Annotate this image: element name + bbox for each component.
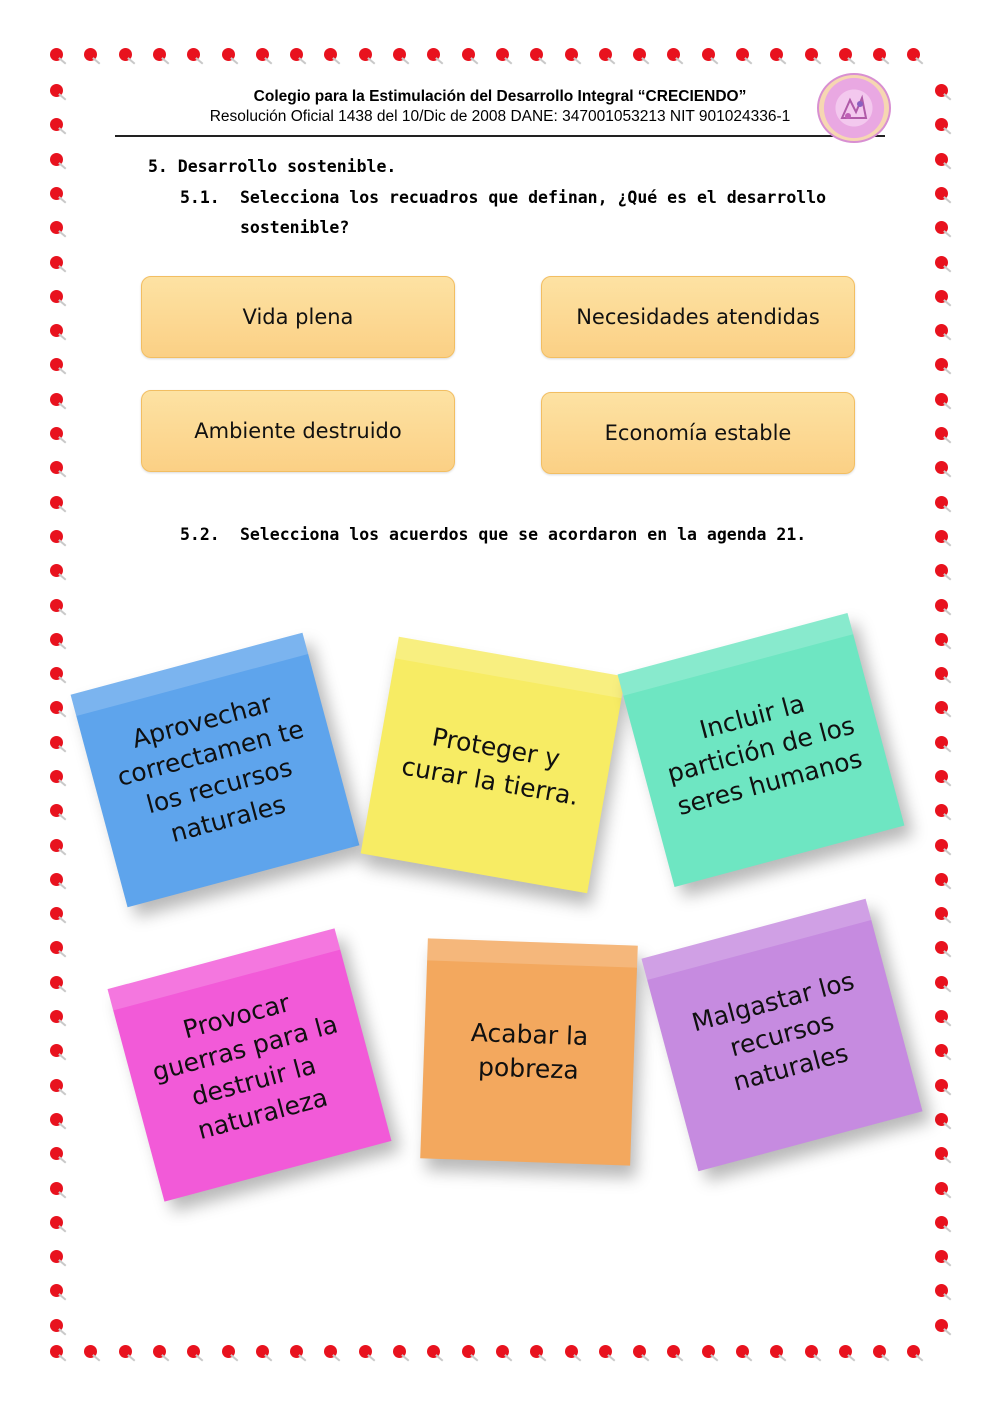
border-dot <box>119 1345 132 1358</box>
border-dot <box>935 256 948 269</box>
border-dot <box>290 48 303 61</box>
border-dot <box>50 873 63 886</box>
section-title: 5. Desarrollo sostenible. <box>148 157 397 176</box>
border-dot <box>873 1345 886 1358</box>
border-dot <box>702 1345 715 1358</box>
border-dot <box>50 1345 63 1358</box>
border-dot <box>50 770 63 783</box>
header-divider <box>115 135 885 137</box>
border-dot <box>462 1345 475 1358</box>
border-dot <box>359 1345 372 1358</box>
border-dot <box>530 1345 543 1358</box>
border-dot <box>935 873 948 886</box>
border-dot <box>222 1345 235 1358</box>
border-dot <box>50 48 63 61</box>
border-dot <box>84 1345 97 1358</box>
border-dot <box>935 770 948 783</box>
border-dot <box>50 427 63 440</box>
border-dot <box>935 461 948 474</box>
border-dot <box>50 1182 63 1195</box>
border-dot <box>50 221 63 234</box>
border-dot <box>50 1284 63 1297</box>
border-dot <box>565 48 578 61</box>
border-dot <box>935 1250 948 1263</box>
border-dot <box>50 393 63 406</box>
border-dot <box>50 324 63 337</box>
border-dot <box>530 48 543 61</box>
border-dot <box>50 839 63 852</box>
sticky-note-text: Malgastar los recursos naturales <box>688 966 858 1097</box>
border-dot <box>462 48 475 61</box>
border-dot <box>935 358 948 371</box>
border-dot <box>50 907 63 920</box>
border-dot <box>427 48 440 61</box>
border-dot <box>935 221 948 234</box>
border-dot <box>935 187 948 200</box>
border-dot <box>935 907 948 920</box>
border-dot <box>50 941 63 954</box>
question-5-2-number: 5.2. <box>180 525 220 544</box>
border-dot <box>50 633 63 646</box>
border-dot <box>427 1345 440 1358</box>
border-dot <box>50 256 63 269</box>
border-dot <box>935 530 948 543</box>
border-dot <box>50 701 63 714</box>
border-dot <box>50 290 63 303</box>
border-dot <box>50 736 63 749</box>
border-dot <box>565 1345 578 1358</box>
border-dot <box>50 1216 63 1229</box>
sticky-note-proteger[interactable] <box>361 637 626 894</box>
border-dot <box>324 1345 337 1358</box>
border-dot <box>736 48 749 61</box>
border-dot <box>496 48 509 61</box>
border-dot <box>935 1113 948 1126</box>
border-dot <box>84 48 97 61</box>
page-header <box>115 88 885 126</box>
question-5-1-line1: Selecciona los recuadros que definan, ¿Qué es el desarrollo <box>240 188 827 207</box>
border-dot <box>935 496 948 509</box>
sticky-note-aprovechar[interactable] <box>71 633 360 908</box>
border-dot <box>633 1345 646 1358</box>
border-dot <box>667 1345 680 1358</box>
border-dot <box>935 1044 948 1057</box>
border-dot <box>324 48 337 61</box>
border-dot <box>50 976 63 989</box>
border-dot <box>935 701 948 714</box>
sticky-note-text: Provocar guerras para la destruir la naturaleza <box>149 987 341 1145</box>
border-dot <box>633 48 646 61</box>
border-dot <box>599 48 612 61</box>
border-dot <box>393 1345 406 1358</box>
border-dot <box>935 427 948 440</box>
border-dot <box>50 496 63 509</box>
sticky-note-text: Acabar la pobreza <box>470 1018 589 1085</box>
border-dot <box>935 1319 948 1332</box>
border-dot <box>393 48 406 61</box>
border-dot <box>935 736 948 749</box>
answer-box-ambiente-destruido[interactable]: Ambiente destruido <box>141 390 455 472</box>
question-5-2-text: Selecciona los acuerdos que se acordaron en la agenda 21. <box>240 525 807 544</box>
border-dot <box>50 187 63 200</box>
sticky-note-acabar[interactable] <box>420 938 638 1165</box>
border-dot <box>935 1079 948 1092</box>
border-dot <box>935 839 948 852</box>
border-dot <box>935 564 948 577</box>
border-dot <box>187 1345 200 1358</box>
border-dot <box>935 1284 948 1297</box>
border-dot <box>153 48 166 61</box>
border-dot <box>50 1147 63 1160</box>
border-dot <box>935 667 948 680</box>
answer-box-necesidades-atendidas[interactable]: Necesidades atendidas <box>541 276 855 358</box>
question-5-1-number: 5.1. <box>180 188 220 207</box>
border-dot <box>222 48 235 61</box>
border-dot <box>50 599 63 612</box>
sticky-note-text: Aprovechar correctamen te los recursos naturales <box>114 688 307 848</box>
border-dot <box>50 1079 63 1092</box>
school-name: Colegio para la Estimulación del Desarrollo Integral “CRECIENDO” <box>253 88 747 105</box>
answer-box-vida-plena[interactable]: Vida plena <box>141 276 455 358</box>
sticky-note-malgastar[interactable] <box>641 899 922 1172</box>
border-dot <box>935 118 948 131</box>
border-dot <box>873 48 886 61</box>
border-dot <box>935 324 948 337</box>
border-dot <box>736 1345 749 1358</box>
border-dot <box>50 84 63 97</box>
border-dot <box>50 530 63 543</box>
border-dot <box>907 48 920 61</box>
border-dot <box>805 48 818 61</box>
border-dot <box>50 564 63 577</box>
sticky-note-incluir[interactable] <box>618 613 905 887</box>
border-dot <box>935 599 948 612</box>
border-dot <box>702 48 715 61</box>
border-dot <box>935 941 948 954</box>
border-dot <box>599 1345 612 1358</box>
border-dot <box>153 1345 166 1358</box>
border-dot <box>935 84 948 97</box>
border-dot <box>50 461 63 474</box>
answer-box-economia-estable[interactable]: Economía estable <box>541 392 855 474</box>
border-dot <box>935 153 948 166</box>
border-dot <box>667 48 680 61</box>
border-dot <box>50 153 63 166</box>
sticky-note-text: Proteger y curar la tierra. <box>399 722 581 812</box>
border-dot <box>50 358 63 371</box>
border-dot <box>907 1345 920 1358</box>
border-dot <box>770 1345 783 1358</box>
border-dot <box>935 1216 948 1229</box>
border-dot <box>256 48 269 61</box>
border-dot <box>805 1345 818 1358</box>
border-dot <box>50 804 63 817</box>
border-dot <box>50 1319 63 1332</box>
border-dot <box>935 1010 948 1023</box>
sticky-note-provocar[interactable] <box>108 928 392 1201</box>
border-dot <box>839 1345 852 1358</box>
border-dot <box>50 1113 63 1126</box>
border-dot <box>839 48 852 61</box>
border-dot <box>935 976 948 989</box>
border-dot <box>50 1250 63 1263</box>
border-dot <box>359 48 372 61</box>
border-dot <box>935 633 948 646</box>
border-dot <box>935 1182 948 1195</box>
border-dot <box>50 1044 63 1057</box>
border-dot <box>935 804 948 817</box>
border-dot <box>935 1147 948 1160</box>
border-dot <box>50 1010 63 1023</box>
border-dot <box>256 1345 269 1358</box>
school-resolution: Resolución Oficial 1438 del 10/Dic de 2008 DANE: 347001053213 NIT 901024336-1 <box>209 108 791 125</box>
border-dot <box>187 48 200 61</box>
border-dot <box>50 118 63 131</box>
border-dot <box>935 393 948 406</box>
border-dot <box>496 1345 509 1358</box>
question-5-1-line2: sostenible? <box>240 218 350 237</box>
border-dot <box>50 667 63 680</box>
school-logo-icon <box>817 73 891 143</box>
border-dot <box>290 1345 303 1358</box>
border-dot <box>119 48 132 61</box>
sticky-note-text: Incluir la partición de los seres humanos <box>664 689 866 821</box>
border-dot <box>935 290 948 303</box>
border-dot <box>770 48 783 61</box>
